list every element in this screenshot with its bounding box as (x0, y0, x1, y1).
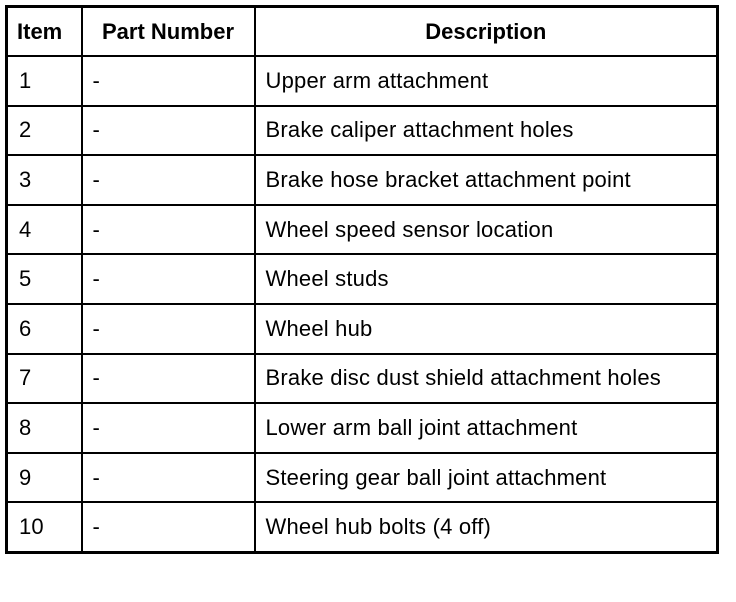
table-header-row (7, 7, 718, 57)
part-number-cell: - (82, 254, 255, 304)
parts-table (5, 5, 719, 554)
item-cell: 1 (7, 56, 82, 106)
table-row (7, 453, 718, 503)
part-number-cell: - (82, 205, 255, 255)
part-number-cell: - (82, 453, 255, 503)
table-row (7, 205, 718, 255)
table-row (7, 403, 718, 453)
table-row (7, 304, 718, 354)
description-cell: Wheel studs (255, 254, 718, 304)
part-number-cell: - (82, 56, 255, 106)
item-cell: 2 (7, 106, 82, 156)
description-cell: Steering gear ball joint attachment (255, 453, 718, 503)
table-row (7, 56, 718, 106)
description-cell: Brake hose bracket attachment point (255, 155, 718, 205)
item-cell: 3 (7, 155, 82, 205)
header-description: Description (255, 7, 718, 57)
item-cell: 5 (7, 254, 82, 304)
part-number-cell: - (82, 155, 255, 205)
header-item: Item (7, 7, 82, 57)
table-row (7, 254, 718, 304)
description-cell: Wheel hub bolts (4 off) (255, 502, 718, 552)
item-cell: 4 (7, 205, 82, 255)
part-number-cell: - (82, 304, 255, 354)
description-cell: Upper arm attachment (255, 56, 718, 106)
description-cell: Lower arm ball joint attachment (255, 403, 718, 453)
table-row (7, 502, 718, 552)
item-cell: 10 (7, 502, 82, 552)
part-number-cell: - (82, 106, 255, 156)
item-cell: 6 (7, 304, 82, 354)
table-row (7, 354, 718, 404)
description-cell: Brake caliper attachment holes (255, 106, 718, 156)
description-cell: Brake disc dust shield attachment holes (255, 354, 718, 404)
table-row (7, 155, 718, 205)
item-cell: 8 (7, 403, 82, 453)
part-number-cell: - (82, 354, 255, 404)
part-number-cell: - (82, 403, 255, 453)
part-number-cell: - (82, 502, 255, 552)
table-row (7, 106, 718, 156)
description-cell: Wheel speed sensor location (255, 205, 718, 255)
item-cell: 7 (7, 354, 82, 404)
header-part-number: Part Number (82, 7, 255, 57)
description-cell: Wheel hub (255, 304, 718, 354)
item-cell: 9 (7, 453, 82, 503)
